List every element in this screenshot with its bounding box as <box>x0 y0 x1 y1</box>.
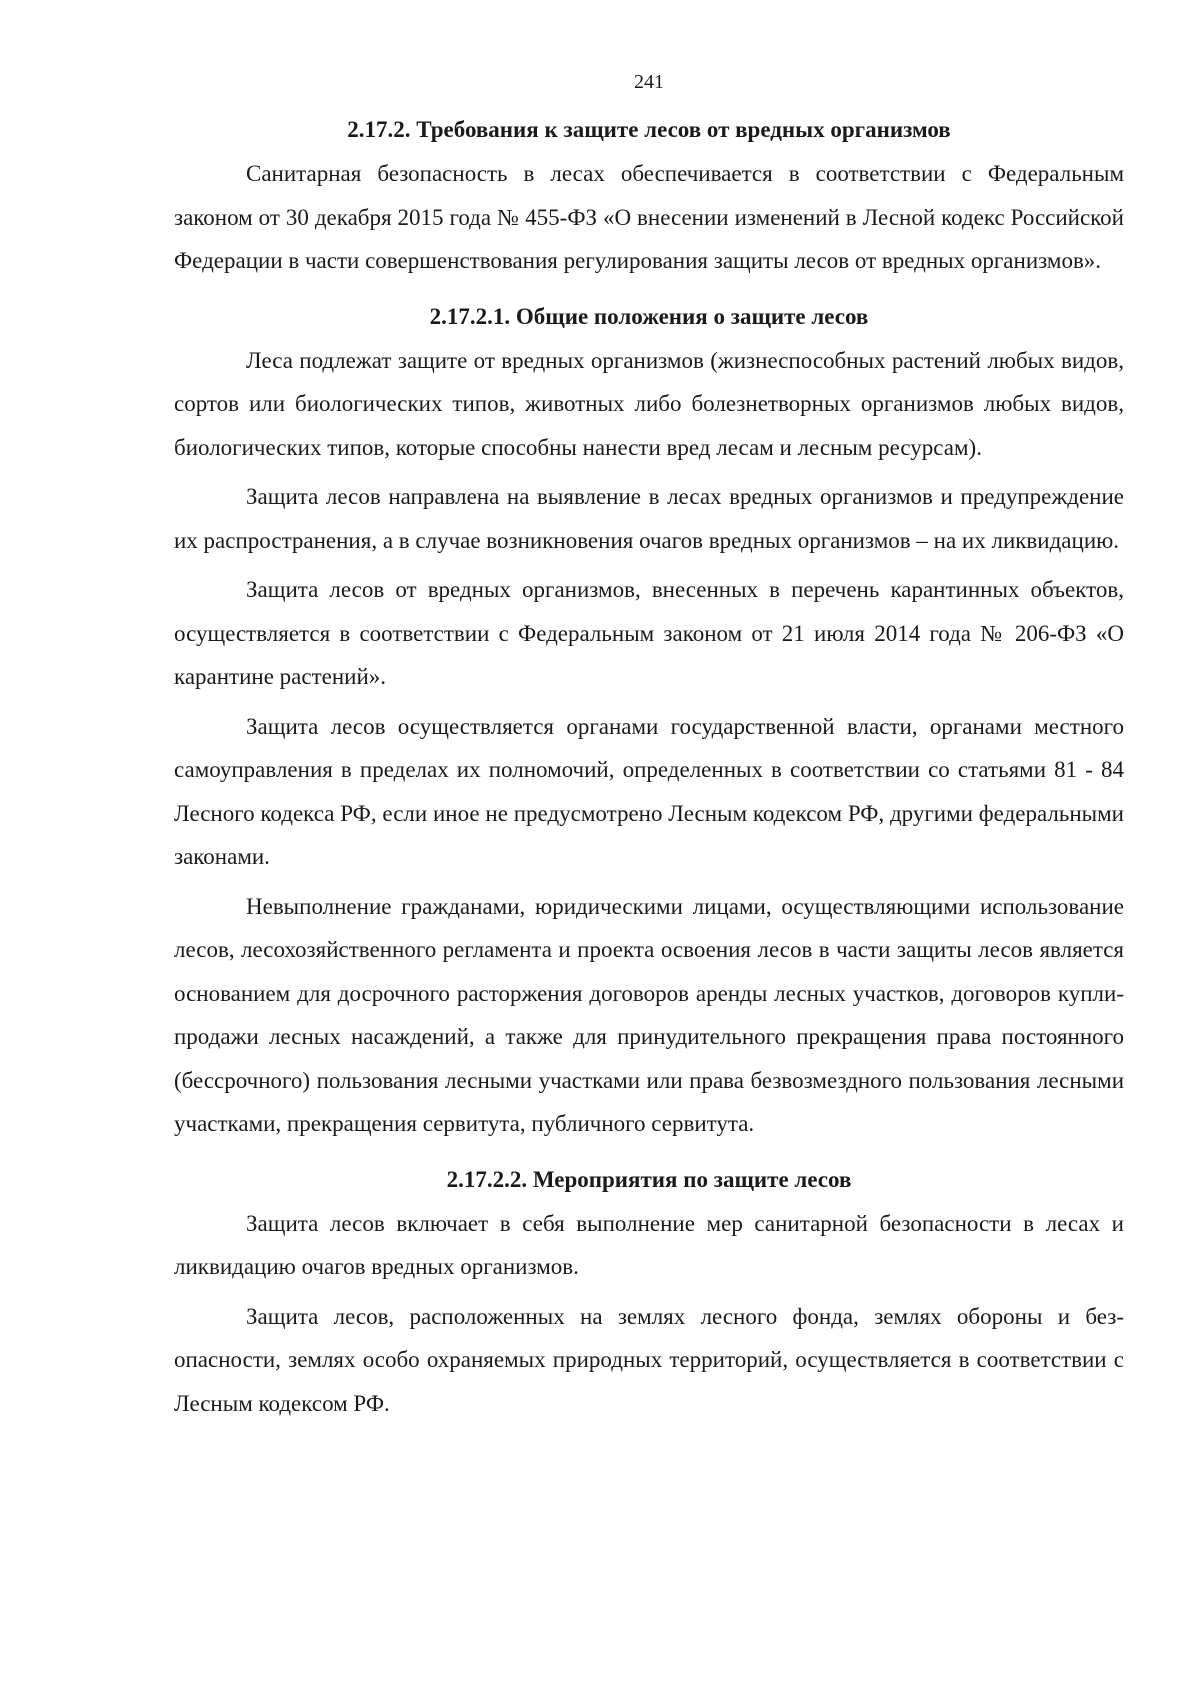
paragraph: Защита лесов направлена на выявление в лесах вредных организмов и предупреждение их распространения, а в случае возникновения очагов вредных организмов – на их ликвидацию. <box>174 484 1124 553</box>
document-page <box>174 64 1124 1431</box>
page-number: 241 <box>634 71 664 93</box>
paragraph: Защита лесов от вредных организмов, внесенных в перечень карантинных объектов, осуществляется в соответствии с Федеральным законом от 21 июля 2014 года № 206-ФЗ «О карантине растений». <box>174 577 1124 689</box>
section-heading-forest-protection-requirements: 2.17.2. Требования к защите лесов от вредных организмов <box>347 117 951 142</box>
section-heading-protection-measures: 2.17.2.2. Мероприятия по защите лесов <box>446 1166 852 1192</box>
paragraph: Леса подлежат защите от вредных организмов (жизнеспособных растений любых видов, сортов или биологических типов, животных либо болезнетворных организмов любых видов, биологических типов, которые способны нанести вред лесам и лесным ресурсам). <box>174 347 1124 460</box>
paragraph: Невыполнение гражданами, юридическими лицами, осуществляющими использование лесов, лесохозяйственного регламента и проекта освоения лесов в части защиты лесов является основанием для досрочного расторжения договоров аренды лесных участков, договоров купли-продажи лесных насаждений, а также для принудительного прекращения права постоянного (бессрочного) пользования лесными участками или права безвозмездного пользования лесными участками, прекращения сервитута, публичного сервитута. <box>174 893 1124 1136</box>
section-heading-general-provisions: 2.17.2.1. Общие положения о защите лесов <box>429 303 869 329</box>
paragraph: Санитарная безопасность в лесах обеспечивается в соответствии с Федеральным законом от 30 декабря 2015 года № 455-ФЗ «О внесении изменений в Лесной кодекс Российской Федерации в части совершенствования регулирования защиты лесов от вредных организмов». <box>174 161 1124 273</box>
paragraph: Защита лесов, расположенных на землях лесного фонда, землях обороны и безопасности, землях особо охраняемых природных территорий, осуществляется в соответствии с Лесным кодексом РФ. <box>174 1303 1124 1416</box>
paragraph: Защита лесов осуществляется органами государственной власти, органами местного самоуправления в пределах их полномочий, определенных в соответствии со статьями 81 - 84 Лесного кодекса РФ, если иное не предусмотрено Лесным кодексом РФ, другими федеральными законами. <box>174 713 1124 869</box>
paragraph: Защита лесов включает в себя выполнение мер санитарной безопасности в лесах и ликвидацию очагов вредных организмов. <box>174 1210 1124 1279</box>
